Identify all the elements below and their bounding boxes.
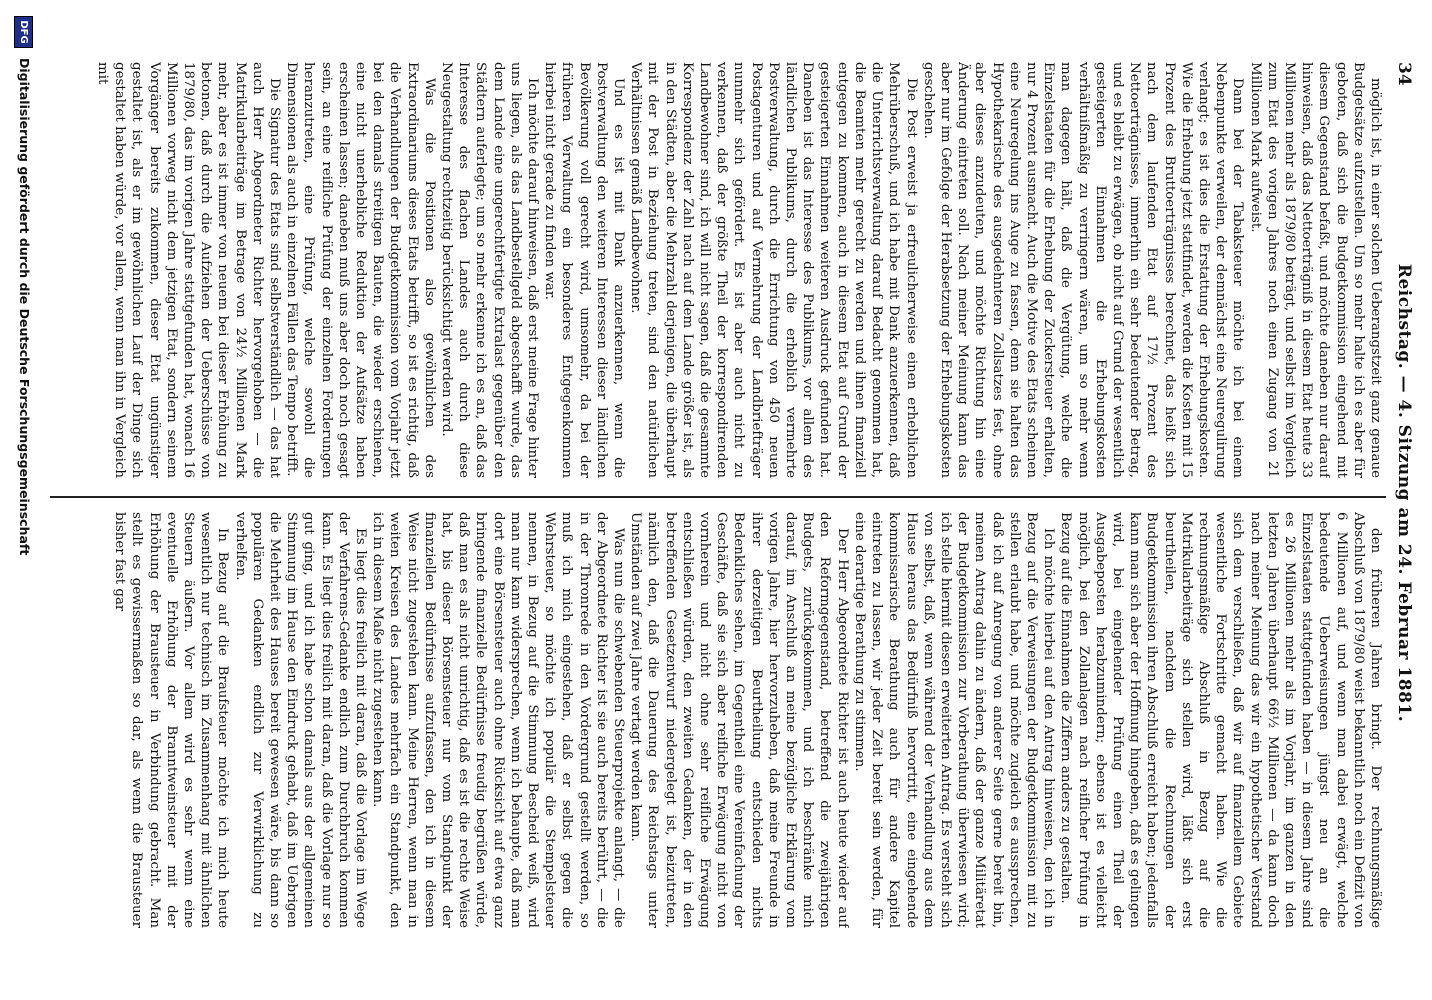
text-column-right — [56, 512, 1384, 928]
funding-note: Digitalisierung gefördert durch die Deutsche Forschungsgemeinschaft — [17, 58, 32, 556]
paragraph: Die Post erweist ja erfreulicherweise einen erheblichen Mehrüberschuß, und ich habe mit Dank anzuerkennen, daß die Unterrichtsverwaltung darauf Bedacht genommen hat, die Beamten mehr gerecht zu werden und ihnen finanziell entgegen zu kommen, auch in diesem Etat auf Grund der gesteigerten Einnahmen weiteren Ausdruck gefunden hat. Daneben ist das Interesse des Publikums, vor allem des ländlichen Publikums, durch die erheblich vermehrte Postverwaltung, durch die Errichtung von 450 neuen Postagenturen und auf Vermehrung der Landbriefträger nunmehr sich gefördert. Es ist aber auch nicht zu verkennen, daß der größte Theil der korrespondirenden Landbewohner sind, ich will nicht sagen, daß die gesammte Korrespondenz der Zahl nach auf dem Lande größer ist, als in den Städten, aber die Mehrzahl derjenigen, die überhaupt mit der Post in Beziehung treten, sind den natürlichen Verhältnissen gemäß Landbewohner. — [628, 62, 919, 478]
paragraph: Es liegt dies freilich mit daran, daß die Vorlage im Wege der Verfahrens-Gedanke endlich zum Durchbruch kommen kann. Es liegt dies freilich mit daran, daß die Vorlage nur so gut ging, und ich habe schon damals aus der allgemeinen Stimmung im Hause den Eindruck gehabt, daß im Uebrigen die Mehrheit des Hauses bereit gewesen wäre, bis dann so populären Gedanken endlich zur Verwirklichung zu verhelfen. — [232, 512, 369, 928]
column-divider — [50, 496, 1386, 498]
dfg-logo: DFG — [14, 16, 33, 48]
paragraph: Ich möchte hierbei auf den Antrag hinweisen, den ich in Bezug auf die Verweisungen der Budgetkommission mit zu stellen erlaubt habe, und möchte zugleich es aussprechen, daß ich auf Anregung von anderer Seite gerne bereit bin, meinen Antrag dahin zu ändern, daß der ganze Militäretat der Budgetkommission zur Vorberathung überwiesen wird; ich stelle hiermit diesen erweiterten Antrag. Es versteht sich von selbst, daß, wenn während der Verhandlung aus dem Hause heraus das Bedürfniß hervortritt, eine eingehende kommissarische Berathung auch für andere Kapitel eintreten zu lassen, wir jeder Zeit bereit sein werden, für eine derartige Berathung zu stimmen. — [851, 512, 1057, 928]
paragraph: Die Signatur des Etats sind selbstverständlich — das hat auch Herr Abgeordneter Richter hervorgehoben — die Matrikularbeiträge im Betrage von 24½ Millionen Mark mehr, aber es ist immer von neuem bei dieser Erhöhung zu betonen, daß durch die Aufziehen der Ueberschüsse von 1879/80, das im vorigen Jahre stattgefunden hat, wonach 16 Millionen vorweg nicht dem jetzigen Etat, sondern seinem Vorgänger bereits zukommen, dieser Etat ungünstiger gestaltet ist, als er im gewöhnlichen Lauf der Dinge sich gestaltet haben würde, vor allem, wenn man ihn in Vergleich mit — [94, 62, 282, 478]
running-title: Reichstag. — 4. Sitzung am 24. Februar 1881. — [1394, 263, 1414, 723]
digitization-footer — [10, 0, 36, 1000]
paragraph: Ich möchte darauf hinweisen, daß erst meine Frage hinter uns liegen, als das Landbestellgeld abgeschafft wurde, das dem Lande eine ungerechtfertigte Extralast gegenüber den Städtern auferlegte; um so mehr erkenne ich es an, daß das Interesse des flachen Landes auch durch diese Neugestaltung rechtzeitig berücksichtigt werden wird. — [439, 62, 541, 478]
paragraph: Was die Positionen also gewöhnlichen des Extraordinariums dieses Etats betrifft, so ist es richtig, daß die Verhandlungen der Budgetkommission vom Vorjahr jetzt bei den damals streitigen Bauten, die wieder erschienen, eine nicht unerhebliche Reduktion der Aufsätze haben erscheinen lassen; daneben muß uns aber doch noch gesagt sein, an eine reifliche Prüfung der einzelnen Forderungen heranzutreten, eine Prüfung, welche sowohl die Dimensionen als auch in einzelnen Fällen das Tempo betrifft. — [284, 62, 437, 478]
text-column-left — [56, 62, 1384, 478]
paragraph: den früheren Jahren bringt. Der rechnungsmäßige Abschluß von 1879/80 weist bekanntlich noch ein Defizit von 6 Millionen auf, und wenn man dabei erwägt, welche bedeutende Ueberweisungen jüngst neu an die Einzelstaaten stattgefunden haben — in diesem Jahre sind es 26 Millionen mehr als im Vorjahr, im ganzen in den letzten Jahren überhaupt 66½ Millionen — da kann doch nach meiner Meinung das wir ein hypothetischer Verstand sich dem verschließen, daß wir auf finanziellem Gebiete wesentliche Fortschritte gemacht haben. Wie die rechnungsmäßige Abschluß in Bezug auf die Matrikularbeiträge sich stellen wird, läßt sich erst beurtheilen, nachdem die Rechnungen der Budgetkommission ihren Abschluß erreicht haben; jedenfalls kann man sich aber der Hoffnung hingeben, daß es gelingen wird, bei eingehender Prüfung einen Theil der Ausgabeposten herabzumindern; ebenso ist es vielleicht möglich, bei den Zollanlagen nach reiflicher Prüfung in Bezug auf die Einnahmen die Ziffern anders zu gestalten. — [1058, 512, 1383, 928]
paragraph: Was nun die schwebenden Steuerprojekte anlangt, — die der Abgeordnete Richter ist sie auch bereits berührt, — die in der Thronrede in den Vordergrund gestellt werden, so muß ich mich eingestehen, daß er selbst gegen die Wehrsteuer, so möchte ich populär die Stempelsteuer nennen, in Bezug auf die Stimmung Bescheid weiß, wird man nur kann widersprechen, wenn ich behaupte, daß man dort eine Börsensteuer auch ohne Rücksicht auf etwa ganz bringende finanzielle Bedürfnisse freudig begrüßen würde, daß man es als nicht unrichtig, daß es ist die rechte Weise hat, bis dieser Börsensteuer nur vom Standpunkt der finanziellen Bedürfnisse aufzufassen, den ich in diesem Weise nicht zugestehen kann. Meine Herren, wenn man in weiten Kreisen des Landes mehrfach ein Standpunkt, den ich in diesem Maße nicht zugestehen kann. — [370, 512, 627, 928]
paragraph: In Bezug auf die Braufsteuer möchte ich mich heute wesentlich nur technisch im Zusammenhang mit ähnlichen Steuern äußern. Vor allem wird es sehr wenn eine eventuelle Erhöhung der Branntweinsteuer mit der Erhöhung der Brausteuer in Verbindung gebracht. Man stellt es gewissermaßen so dar, als wenn die Brausteuer bisher fast gar — [112, 512, 231, 928]
paragraph: Der Herr Abgeordnete Richter ist auch heute wieder auf den Reformgegenstand, betreffend die zweijährigen Budgets, zurückgekommen, und ich beschränke mich darauf, im Anschluß an meine bezügliche Erklärung vom vorigen Jahre, hier hervorzuheben, daß meine Freunde in ihrer derzeitigen Beurtheilung entschieden nichts Bedenkliches sehen, im Gegentheil eine Vereinfachung der Geschäfte, daß sie sich aber reifliche Erwägung nicht von vornherein und nicht ohne sehr reifliche Erwägung entschließen würden, den zweiten Gedanken, der in den betreffenden Gesetzentwurf niedergelegt ist, beizutreten, nämlich den, daß die Dauerung des Reichstags unter Umständen auf zwei Jahre vertagt werden kann. — [628, 512, 850, 928]
paragraph: Und es ist mit Dank anzuerkennen, wenn die Postverwaltung den weiteren Interessen dieser ländlichen Bevölkerung voll gerecht wird, umsomehr, da bei der früheren Verwaltung ein besonderes Entgegenkommen hierbei nicht gerade zu finden war. — [542, 62, 627, 478]
page-number: 34 — [1394, 62, 1414, 86]
page-header — [1388, 62, 1418, 924]
paragraph: möglich ist, in einer solchen Ueberangstzeit ganz genaue Budgetsätze aufzustellen. Um so mehr halte ich es aber für geboten, daß sich die Budgetkommission eingehend mit diesem Gegenstand befaßt, und möchte daneben nur darauf hinweisen, daß das Nettoerträgniß in diesem Etat heute 33 Millionen mehr als 1879/80 beträgt, und selbst im Vergleich zum Etat des vorigen Jahres noch einen Zugang von 21 Millionen Mark aufweist. — [1247, 62, 1383, 478]
paragraph: Dann bei der Tabaksteuer möchte ich bei einem Nebenpunkte verweilen, der demnächst eine Neuregulirung verlangt; es ist dies die Erstattung der Erhebungskosten. Wie die Erhebung jetzt stattfindet, werden die Kosten mit 15 Prozent des Bruttoerträgnisses berechnet, das heißt sich nach dem laufenden Etat auf 17½ Prozent des Nettoerträgnisses, immerhin ein sehr bedeutender Betrag, und es bleibt zu erwägen, ob nicht auf Grund der wesentlich gesteigerten Einnahmen die Erhebungskosten verhältnißmäßig zu verringern wären, um so mehr wenn man dagegen hält, daß die Vergütung, welche die Einzelstaaten für die Erhebung der Zuckersteuer erhalten, nur 4 Prozent ausmacht. Auch die Motive des Etats scheinen eine Neuregelung ins Auge zu fassen, denn sie halten das Hypothekarische des ausgedehnteren Zollsatzes fest, ohne aber dieses anzudeuten, und möchte Richtung hin eine Änderung eintreten soll. Nach meiner Meinung kann das aber nur im Gefolge der Herabsetzung der Erhebungskosten geschehen. — [920, 62, 1246, 478]
